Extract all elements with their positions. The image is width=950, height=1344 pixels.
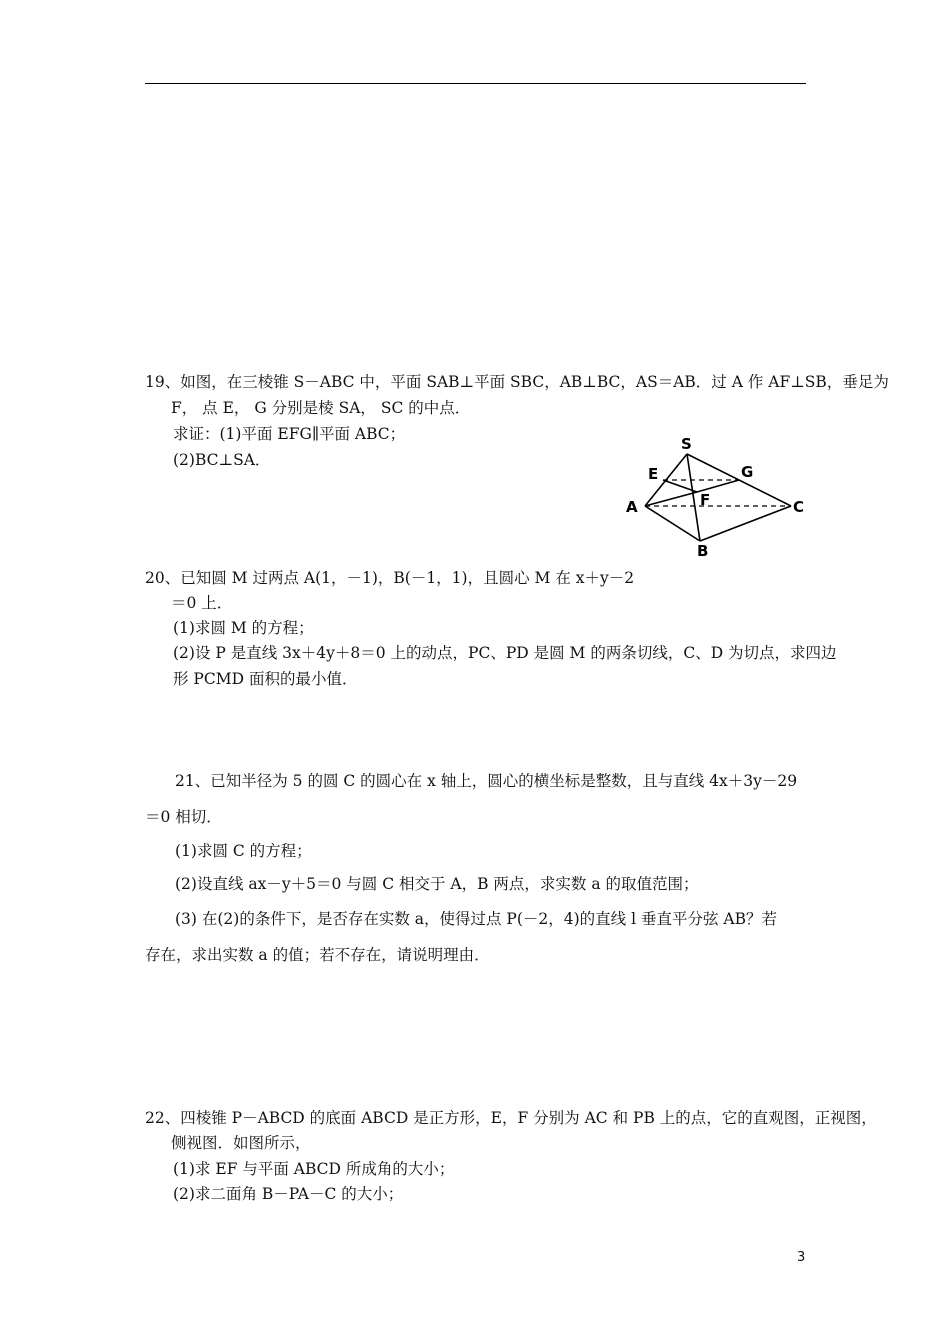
label-e: E: [648, 465, 659, 483]
edge-bc: [700, 506, 791, 541]
q19-line-3: 求证：(1)平面 EFG∥平面 ABC；: [173, 425, 406, 443]
q22-line-4: (2)求二面角 B－PA－C 的大小；: [173, 1185, 404, 1203]
label-a: A: [626, 498, 638, 516]
q20-line-4: (2)设 P 是直线 3x＋4y＋8＝0 上的动点，PC、PD 是圆 M 的两条切线，C、D 为切点，求四边: [173, 644, 837, 662]
q21-line-2: ＝0 相切．: [145, 808, 222, 826]
label-g: G: [741, 463, 754, 481]
q21-line-5: (3) 在(2)的条件下，是否存在实数 a，使得过点 P(－2，4)的直线 l 垂直平分弦 AB？若: [175, 910, 778, 928]
q19-line-1: 19、如图，在三棱锥 S－ABC 中，平面 SAB⊥平面 SBC，AB⊥BC，AS＝AB．过 A 作 AF⊥SB，垂足为: [145, 373, 889, 391]
q22-line-3: (1)求 EF 与平面 ABCD 所成角的大小；: [173, 1160, 455, 1178]
label-b: B: [697, 542, 709, 560]
q19-line-2: F， 点 E， G 分别是棱 SA， SC 的中点．: [171, 399, 471, 417]
q21-line-1: 21、已知半径为 5 的圆 C 的圆心在 x 轴上，圆心的横坐标是整数，且与直线 4x＋3y－29: [175, 772, 798, 790]
label-f: F: [700, 491, 711, 509]
header-rule: [145, 83, 806, 84]
q21-line-3: (1)求圆 C 的方程；: [175, 842, 312, 860]
segment-af: [645, 492, 697, 506]
q20-line-5: 形 PCMD 面积的最小值．: [173, 670, 358, 688]
q20-line-1: 20、已知圆 M 过两点 A(1，－1)，B(－1，1)，且圆心 M 在 x＋y－2: [145, 569, 635, 587]
q22-line-2: 侧视图．如图所示，: [171, 1134, 311, 1152]
q22-line-1: 22、四棱锥 P－ABCD 的底面 ABCD 是正方形，E，F 分别为 AC 和 PB 上的点，它的直观图，正视图，: [145, 1109, 877, 1127]
pyramid-figure: [620, 430, 820, 560]
label-c: C: [793, 498, 805, 516]
q21-line-4: (2)设直线 ax－y＋5＝0 与圆 C 相交于 A，B 两点，求实数 a 的取值范围；: [175, 875, 699, 893]
q20-line-3: (1)求圆 M 的方程；: [173, 619, 314, 637]
q19-line-4: (2)BC⊥SA．: [173, 451, 271, 469]
q20-line-2: ＝0 上．: [171, 594, 233, 612]
q21-line-6: 存在，求出实数 a 的值；若不存在，请说明理由．: [145, 946, 490, 964]
edge-sb: [687, 454, 700, 541]
edge-ab: [645, 506, 700, 541]
page-number: 3: [797, 1250, 806, 1265]
label-s: S: [681, 435, 692, 453]
